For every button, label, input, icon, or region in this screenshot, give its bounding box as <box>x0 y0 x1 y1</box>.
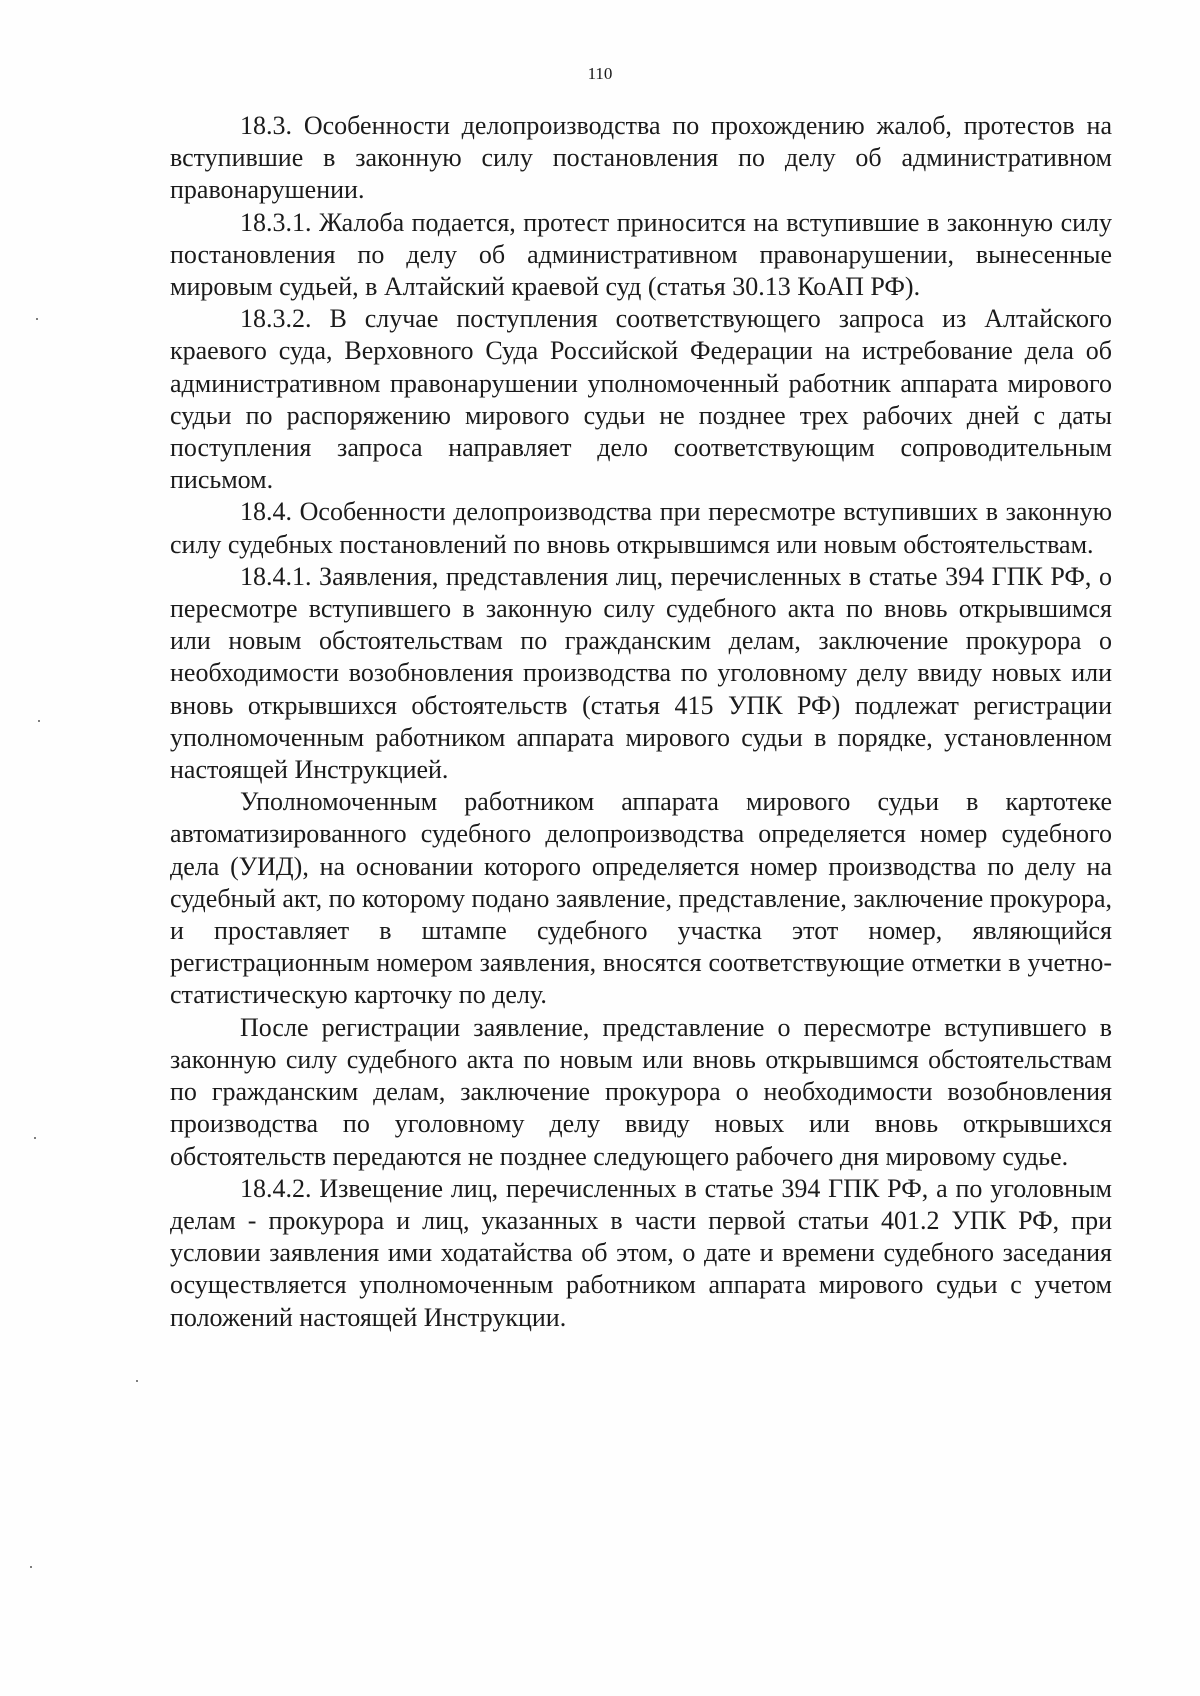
paragraph-18-3-1: 18.3.1. Жалоба подается, протест приносится на вступившие в законную силу постановления по делу об административном правонарушении, вынесенные мировым судьей, в Алтайский краевой суд (статья 30.13 КоАП РФ). <box>170 207 1112 302</box>
paragraph-registration-number: Уполномоченным работником аппарата мирового судьи в картотеке автоматизированного судебного делопроизводства определяется номер судебного дела (УИД), на основании которого определяется номер производства по делу на судебный акт, по которому подано заявление, представление, заключение прокурора, и проставляет в штампе судебного участка этот номер, являющийся регистрационным номером заявления, вносятся соответствующие отметки в учетно-статистическую карточку по делу. <box>170 787 1112 1010</box>
section-18-4-heading: 18.4. Особенности делопроизводства при пересмотре вступивших в законную силу судебных постановлений по вновь открывшимся или новым обстоятельствам. <box>170 497 1112 559</box>
page-number: 110 <box>587 64 613 83</box>
scan-speck <box>38 720 40 722</box>
paragraph-18-4-1: 18.4.1. Заявления, представления лиц, перечисленных в статье 394 ГПК РФ, о пересмотре вступившего в законную силу судебного акта по вновь открывшимся или новым обстоятельствам по гражданским делам, заключение прокурора о необходимости возобновления производства по уголовному делу ввиду новых или вновь открывшихся обстоятельств (статья 415 УПК РФ) подлежат регистрации уполномоченным работником аппарата мирового судьи в порядке, установленном настоящей Инструкцией. <box>170 561 1112 785</box>
document-body <box>170 110 1112 1334</box>
section-18-3-heading: 18.3. Особенности делопроизводства по прохождению жалоб, протестов на вступившие в законную силу постановления по делу об административном правонарушении. <box>170 111 1112 205</box>
scan-speck <box>34 1137 36 1139</box>
scan-speck <box>36 318 38 320</box>
paragraph-18-4-2: 18.4.2. Извещение лиц, перечисленных в статье 394 ГПК РФ, а по уголовным делам - прокурора и лиц, указанных в части первой статьи 401.2 УПК РФ, при условии заявления ими ходатайства об этом, о дате и времени судебного заседания осуществляется уполномоченным работником аппарата мирового судьи с учетом положений настоящей Инструкции. <box>170 1173 1112 1332</box>
scan-speck <box>136 1380 138 1382</box>
paragraph-18-3-2: 18.3.2. В случае поступления соответствующего запроса из Алтайского краевого суда, Верховного Суда Российской Федерации на истребование дела об административном правонарушении уполномоченный работник аппарата мирового судьи по распоряжению мирового судьи не позднее трех рабочих дней с даты поступления запроса направляет дело соответствующим сопроводительным письмом. <box>170 304 1112 495</box>
paragraph-after-registration: После регистрации заявление, представление о пересмотре вступившего в законную силу судебного акта по новым или вновь открывшимся обстоятельствам по гражданским делам, заключение прокурора о необходимости возобновления производства по уголовному делу ввиду новых или вновь открывшихся обстоятельств передаются не позднее следующего рабочего дня мировому судье. <box>170 1012 1112 1171</box>
scan-speck <box>30 1566 32 1568</box>
